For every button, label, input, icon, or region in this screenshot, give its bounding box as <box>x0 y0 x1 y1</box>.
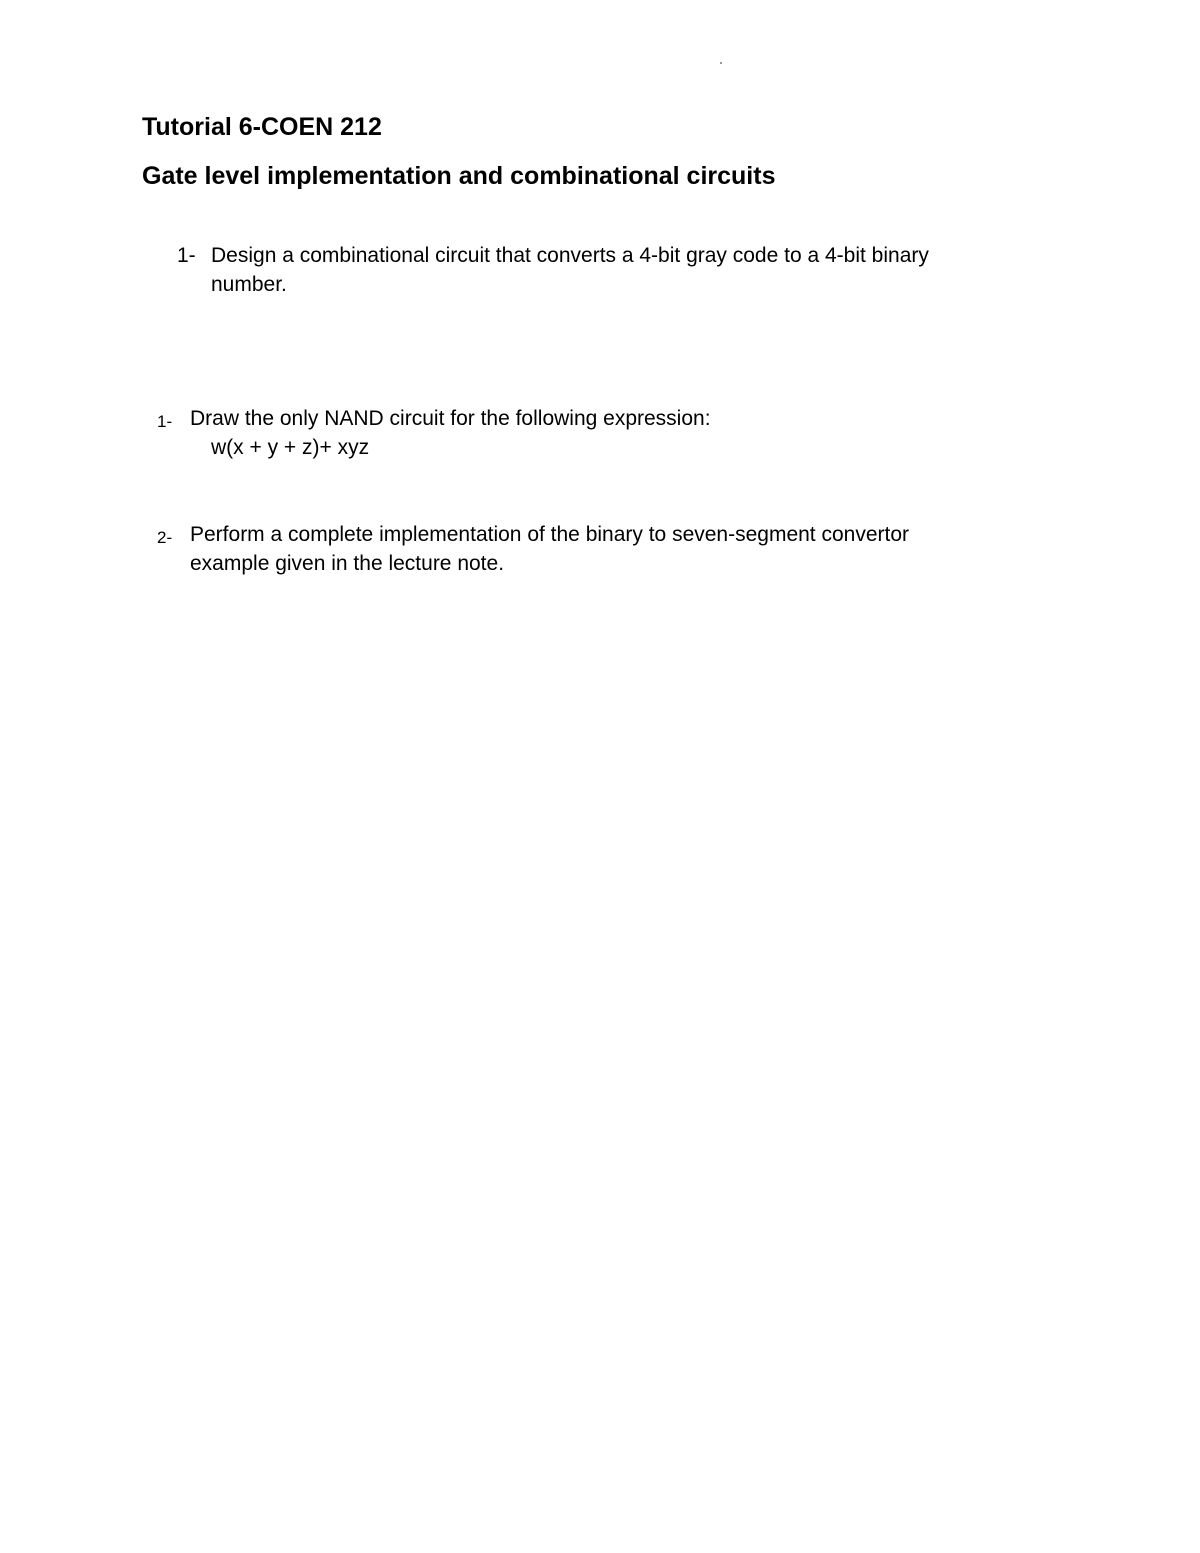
stray-dot <box>720 62 722 64</box>
list-item-line: example given in the lecture note. <box>190 552 505 575</box>
list-item-marker: 2- <box>157 528 173 547</box>
list-item-marker: 1- <box>157 412 173 431</box>
document-subtitle: Gate level implementation and combinational circuits <box>142 162 776 190</box>
list-item-line: Draw the only NAND circuit for the following expression: <box>190 407 711 430</box>
list-item-marker: 1- <box>177 244 196 267</box>
list-item-text <box>190 404 711 462</box>
list-item <box>157 520 909 578</box>
list-item-line: Perform a complete implementation of the binary to seven-segment convertor <box>190 523 910 546</box>
boolean-expression: w(x + y + z)+ xyz <box>211 436 370 459</box>
list-item <box>157 404 711 462</box>
list-item-line: Design a combinational circuit that converts a 4-bit gray code to a 4-bit binary <box>211 244 929 267</box>
list-item-text <box>211 241 929 299</box>
list-item <box>177 241 929 299</box>
list-item-text <box>190 520 909 578</box>
document-title: Tutorial 6-COEN 212 <box>142 113 382 141</box>
list-item-line: number. <box>211 273 287 296</box>
